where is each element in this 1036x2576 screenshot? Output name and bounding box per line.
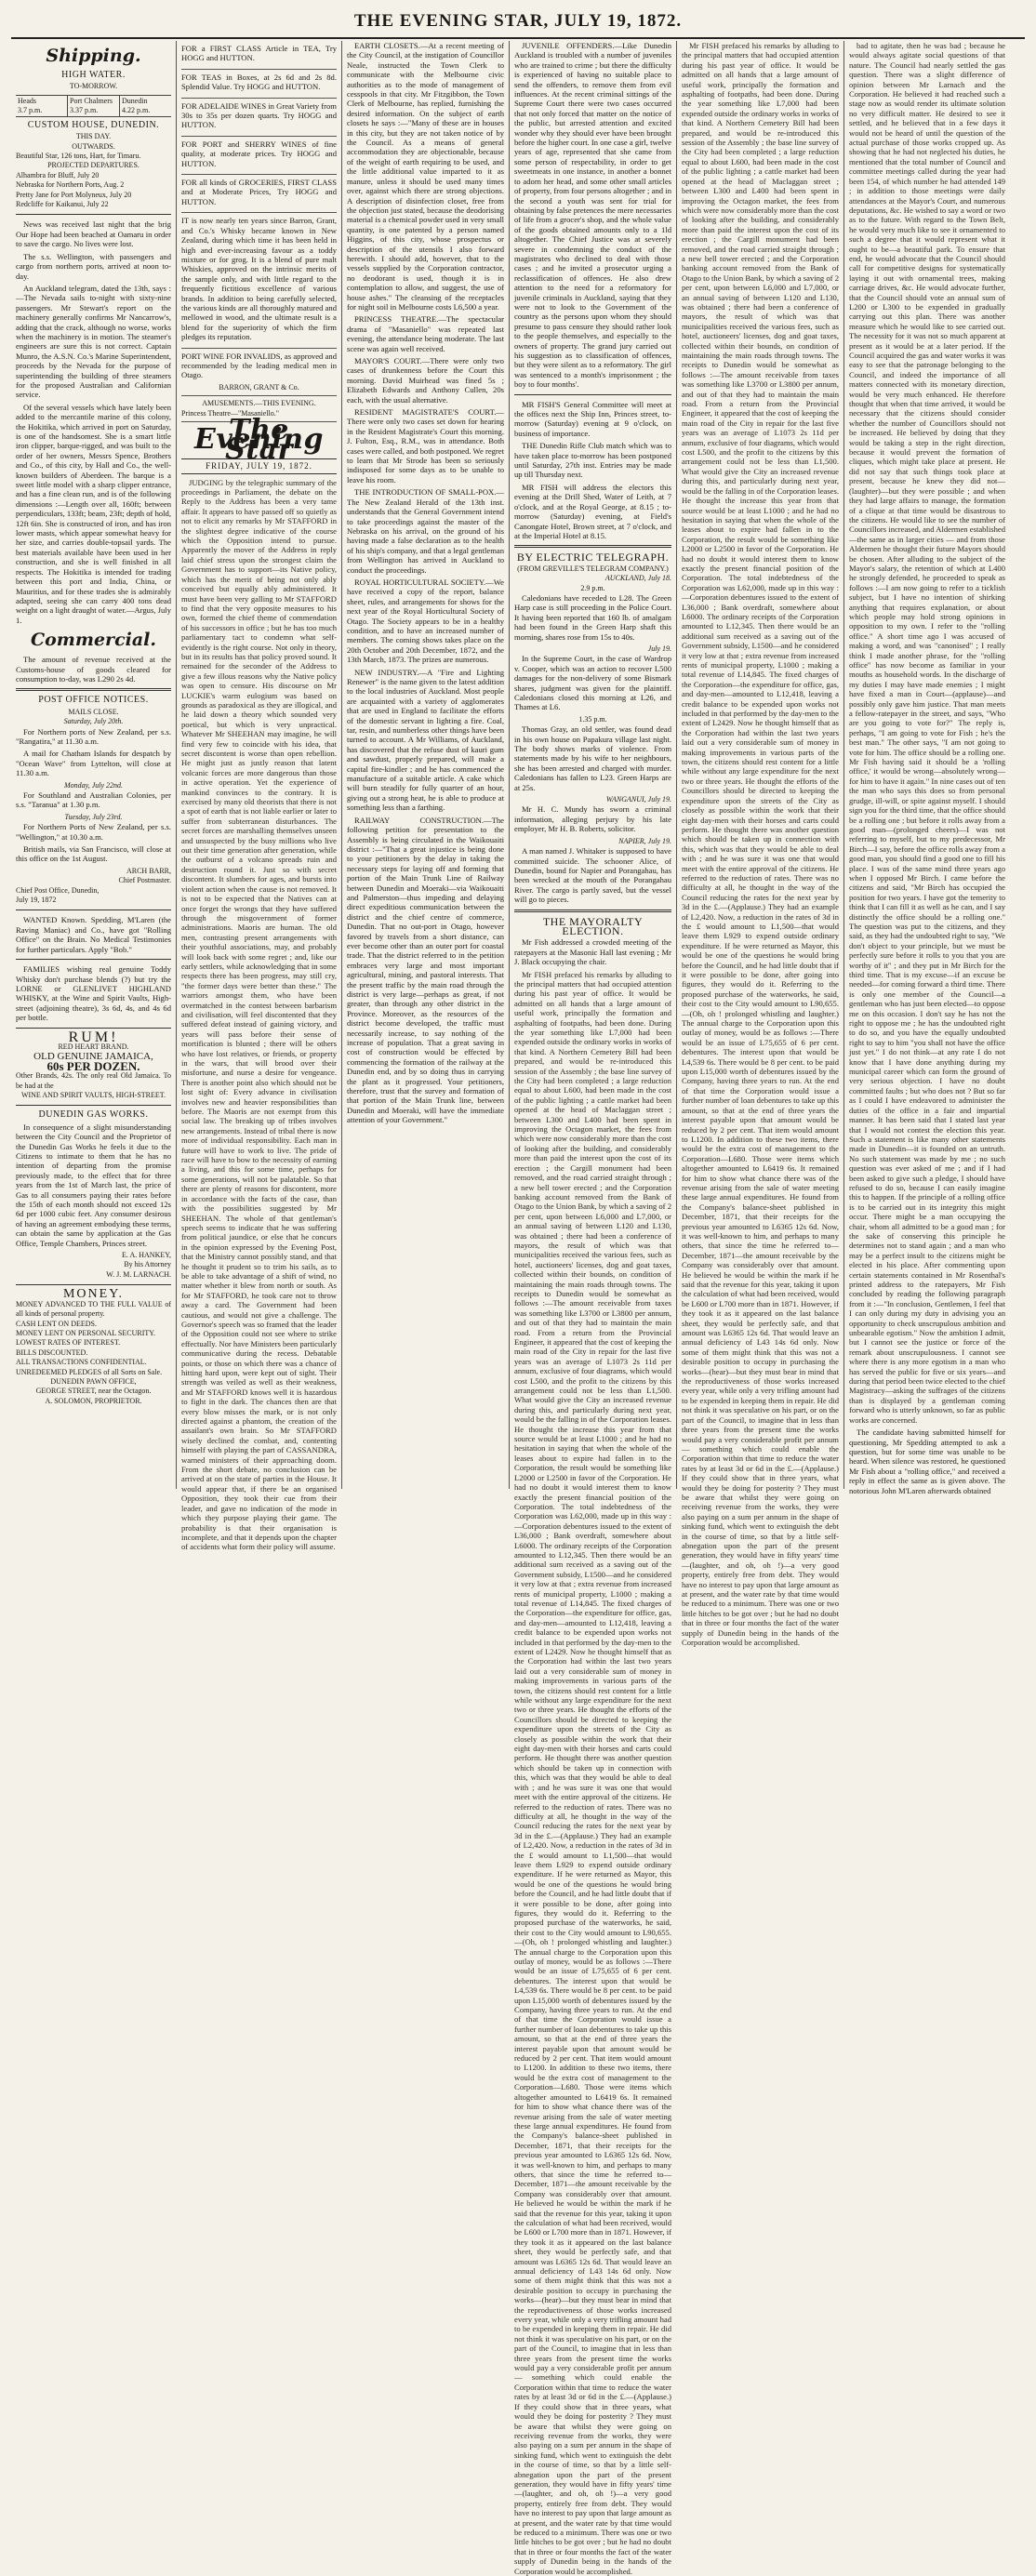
post-office-heading: POST OFFICE NOTICES. — [38, 695, 149, 706]
telegraph-place: July 19. — [647, 644, 671, 653]
tomorrow-label: TO-MORROW. — [69, 82, 118, 91]
telegraph-time: 2.9 p.m. — [580, 583, 605, 592]
customs-heading: CUSTOM HOUSE, DUNEDIN. — [27, 119, 160, 130]
port-sherry-ad: FOR PORT and SHERRY WINES of fine quality, at moderate prices. Try HOGG and HUTTON. — [181, 137, 337, 175]
rum-title: RUM! — [68, 1029, 119, 1045]
gas-attorney: W. J. M. LARNACH. — [106, 1269, 171, 1279]
rum-text: Other Brands, 42s. The only real Old Jamaica. To be had at the — [16, 1071, 171, 1090]
local-item: THE INTRODUCTION OF SMALL-POX.—The New Zealand Herald of the 13th inst. understands that the General Government intend to take proceedings against the master of the Nebraska on his arrival, on the ground of his having made a false declaration as to the health of his ship's company, and that a legal gentleman from Wellington has arrived in Auckland to conduct the proceedings. — [347, 487, 504, 575]
money-heading: MONEY. — [62, 1287, 125, 1302]
high-water-heading: HIGH WATER. — [61, 70, 126, 80]
money-proprietor: A. SOLOMON, PROPRIETOR. — [45, 1396, 142, 1405]
money-line: BILLS DISCOUNTED. — [16, 1348, 88, 1357]
families-ad: FAMILIES wishing real genuine Toddy Whisky don't purchase blends (?) but try the LORNE or GLENLIVET HIGHLAND WHISKY, at the Wine and Spirit Vaults, High-street (adjoining theatre), 3s 6d, 4s, and 4s 6d per bottle. — [16, 964, 171, 1023]
tide-dunedin: Dunedin 4.22 p.m. — [122, 96, 151, 114]
gas-by: By his Attorney — [124, 1260, 171, 1269]
telegraph-text: A man named J. Whitaker is supposed to have committed suicide. The schooner Alice, of Dunedin, bound for Napier and Porangahau, has been wrecked at the mouth of the Porangahau River. The cargo is partly saved, but the vessel will go to pieces. — [514, 846, 671, 905]
post-item: A mail for Chatham Islands for despatch by "Ocean Wave" from Lyttelton, will close at 11.30 a.m. — [16, 749, 171, 778]
nameplate: The Evening Star — [194, 414, 324, 466]
mayoralty-continued: Mr FISH prefaced his remarks by alluding to the principal matters that had occupied attention during his past year of office. It would be admitted on all hands that a large amount of useful work, principally the formation and asphalting of footpaths, had been done. During the year something like L7,000 had been expended outside the ordinary works in works of that kind. A Northern Cemetery Bill had been prepared, and would be re-introduced this session of the Assembly ; the base line survey of the City had been completed ; a large reduction equal to about L600, had been made in the cost of the public lighting ; a cattle market had been opened at the head of Maclaggan street ; between L300 and L400 had been spent in improving the Octagon market, the fees from which were now considerably more than the cost of looking after the building, and considerably more than paid the interest upon the cost of its erection ; the Cargill monument had been removed, and the road carried straight through ; a new bell tower erected ; and the Corporation banking account removed from the Bank of Otago to the Union Bank, by which a saving of 2 per cent, upon between L6,000 and L7,000, or an annual saving of between L120 and L130, was obtained ; there had been a conference of mayors, the result of which was that municipalities received the various fees, such as hotel, auctioneers' licenses, dog and goat taxes, collected within their bounds, on condition of maintaining the main roads through towns. The receipts to Dunedin would be somewhat as follows :—The amount receivable from taxes was something like L3700 or L3800 per annum, and out of that they had to maintain the main road. From a return from the Provincial Engineer, it appeared that the cost of keeping the main road of the City in repair for the last five years was an average of L1073 2s 11d per annum, exclusive of four diagrams, which would cost L500, and the profit to the citizens by this arrangement could not be less than L1,500. What would give the City an increased revenue during this, and particularly during next year, would be the falling in of the Corporation leases. He thought the increase this year from that source would be at least L1000 ; and he had no hesitation in saying that when the whole of the leases about to expire had fallen in to the Corporation, the result would be something like L2000 or L2500 in favor of the Corporation. He had no doubt it would interest them to know exactly the present financial position of the Corporation. The total indebtedness of the Corporation was L62,000, made up in this way :—Corporation debentures issued to the extent of L36,000 ; Bank overdraft, somewhere about L6000. The ordinary receipts of the Corporation amounted to L12,345. Then there would be an additional sum received as a saving out of the Government subsidy, L1500—and he considered it very low at that ; extra revenue from increased rents of municipal property, L1000 ; making a total revenue of L14,845. The fixed charges of the Corporation—the expenditure for office, gas, and day-men—amounted to L12,418, leaving a credit balance to be expended upon works not included in that performed by the day-men to the extent of L2429. Now he thought himself that as the Corporation had within the last two years laid out a very considerable sum of money in making improvements in various parts of the town, the citizens should rest content for a little while without any large expenditure for the next two or three years. He thought the efforts of the Councillors should be directed to keeping the expenditure upon the streets of the City as closely as possible within the work that their eight day-men with their horses and carts could perform. He thought there was another question which should be taken up in connection with this, which was that they would be able to deal with ; and he was sure it was one that would meet with the entire approval of the citizens. He referred to the reduction of rates. There was no difficulty at all, he thought in the way of the Council reducing the rates for the next year by 3d in the £.—(Applause.) They had an example of L2,420. Now, a reduction in the rates of 3d in the £ would amount to L1,500—that would leave them L929 to expend outside ordinary expenditure. If he were returned as Mayor, this would be one of the questions he would bring before the Council, and he had little doubt that if it were possible to be done, after going into figures, they would do it. Referring to the proposed purchase of the waterworks, he said, their cost to the City would amount to L90,655.—(Oh, oh ! prolonged whistling and laughter.) The annual charge to the Corporation upon this outlay of money, would be as follows :—There would be an issue of L75,655 of 6 per cent. debentures. The interest upon that would be L4,539 6s. There would be 8 per cent. to be paid upon L15,000 worth of debentures issued by the Company, having three years to run. At the end of that time the Corporation would issue a further number of loan debentures to take up this amount, so that at the end of three years the interest payable upon that amount would be reduced by 2 per cent. That item would amount to L1200. In addition to these two items, there would be the extra cost of management to the Corporation—L680. Those were items which altogether amounted to L6419 6s. It remained for him to show what chance there was of the revenue arising from the sale of water meeting these large annual expenditures. He found from the Company's balance-sheet published in December, 1871, that their receipts for the previous year amounted to L6365 12s 6d. Now, it was well-known to him, and perhaps to many others, that since the time he referred to—December, 1871—the amount receivable by the Company was considerably over that amount. He believed he would be within the mark if he said that the revenue for this year, taking it upon the calculation of what had been received, would be L600 or L700 more than in 1871. However, if they took it as it appeared on the last balance sheet, they would be perfectly safe, and that amount was L6365 12s 6d. That would leave an annual deficiency of L43 14s 6d only. Now some of them might think that this was not a desirable position to occupy in purchasing the works—(hear)—but they must bear in mind that the reproductiveness of those works increased every year, while only a very trifling amount had to be expended in keeping them in repair. He did not think it was speculative on his part, or on the part of the Council, to imagine that in less than three years from the present time the works would pay a very considerable profit per annum — something which could enable the Corporation within that time to reduce the water rates by at least 3d or 6d in the £.—(Applause.) If they could show that in three years, what would they be doing for posterity ? They must be aware that whilst they were going on receiving revenue from the works, they were also paying on a sum per annum in the shape of sinking fund, which went to extinguish the debt in the course of time, so that by a little self-abnegation upon the part of the present generation, they would have in fifty years' time—(laughter, and oh, oh !)—a very good property, entirely free from debt. They would have no interest to pay upon that large amount as at present, and the water rate by that time would be reduced to a minimum. There was one or two little hitches to be got over ; but he had no doubt that in three or four months the fact of the water supply of Dunedin being in the hands of the Corporation would be accomplished. — [682, 41, 839, 1648]
tide-heads: Heads 3.7 p.m. — [16, 96, 68, 116]
mails-close-label: MAILS CLOSE. — [68, 707, 119, 716]
commercial-text: The amount of revenue received at the Customs-house of goods cleared for consumption to-day, was L290 2s 4d. — [16, 655, 171, 684]
notice: MR FISH'S General Committee will meet at the offices next the Ship Inn, Princes street, to-morrow (Saturday) evening at 9 o'clock, on business of importance. — [514, 399, 671, 438]
projected-label: PROJECTED DEPARTURES. — [47, 161, 139, 170]
column-1 — [11, 41, 177, 1489]
teas-boxes-ad: FOR TEAS in Boxes, at 2s 6d and 2s 8d. Splendid Value. Try HOGG and HUTTON. — [181, 70, 337, 99]
gas-text: In consequence of a slight misunderstanding between the City Council and the Proprietor of the Dunedin Gas Works he feels it due to the Citizens to intimate to them that he has no intention of departing from the promise previously made, to the effect that for three years from the 1st of March last, the price of Gas to all consumers paying their rates before the 15th of each month should not exceed 12s 6d per 1000 cubic feet. Any consumer desirous of having an agreement embodying these terms, can obtain the same by application at the Gas Office, Temple Chambers, Princes street. — [16, 1122, 171, 1248]
outwards-label: OUTWARDS. — [72, 141, 115, 151]
commercial-heading: Commercial. — [30, 630, 157, 651]
rum-vaults: WINE AND SPIRIT VAULTS, HIGH-STREET. — [20, 1090, 166, 1099]
local-item: JUVENILE OFFENDERS.—Like Dunedin Auckland is troubled with a number of juveniles who are trained to crime ; but there the difficulty is experienced of having no suitable place to send the offenders, to remove them from evil influences. At the recent criminal sittings of the Supreme Court there were two cases occurred that not only forced that matter on the notice of the public, but arrested attention and excited wonder why they should ever have been brought before the higher court. In one case a girl, twelve years of age, represented that she came from some person of respectability, in order to get sweetmeats in one instance, in another a bonnet to adorn her head, and some other small articles of property, from four persons altogether ; and in the second a youth was sent for trial for obtaining by false pretences the mere necessaries of life from a grocer's shop, and the whole value of the goods obtained amounts only to a 1ld altogether. The Chief Justice was at severely severe in condemning the conduct of the magistrates who declined to deal with those cases ; and he invited a prosecutor urging a reclassification of offences. He also drew attention to the need for a reformatory for juvenile criminals in Auckland, saying that they were not to look to the Government of the country as the persons upon whom they should presume to pass censure they should rather look to the people themselves, and especially to the owners of property. The grand jury carried out his suggestion as to classification of offences, but they were silent as to a reformatory. The girl was sentenced to a month's imprisonment ; the boy to four months'. — [514, 41, 671, 390]
telegraph-place: WANGANUI, July 19. — [605, 795, 671, 804]
post-item: British mails, via San Francisco, will close at this office on the 1st August. — [16, 844, 171, 864]
rum-jamaica: OLD GENUINE JAMAICA, — [33, 1051, 153, 1063]
shipping-paragraph: Of the several vessels which have lately been added to the mercantile marine of this colony, the Hokitika, which arrived in port on Saturday, is one of the handsomest. She is a smart little iron clipper, barque-rigged, and was built to the order of her owners, Messrs Spence, Brothers and Co., of this city, by Hall and Co., the well-known builders of Aberdeen. The barque is a sweet little model with a sharp clipper entrance, and has a fine clean run, and is of the following dimensions :—Length over all, 160ft; between perpendiculars, 133ft; beam, 23ft; depth of hold, 12ft 6in. She is constructed of iron, and has iron lower masts, which appear somewhat heavy for her size, and carries double-topsail yards. The best materials available have been used in her construction, and she is well finished in all respects. The Hokitika is intended for trading between this port and India, China, or Mauritius, and for these trades she is admirably adapted, seeing she can carry 400 tons dead weight on a light draught of water.—Argus, July 1. — [16, 402, 171, 625]
tide-port-chalmers: Port Chalmers 3.37 p.m. — [68, 96, 120, 116]
money-line: ALL TRANSACTIONS CONFIDENTIAL. — [16, 1358, 147, 1367]
departure-item: Redcliffe for Kaikanui, July 22 — [16, 200, 109, 209]
mayoralty-heading: THE MAYORALTY ELECTION. — [542, 914, 644, 937]
port-wine-firm: BARRON, GRANT & Co. — [219, 382, 299, 392]
money-line: MONEY ADVANCED TO THE FULL VALUE of all kinds of personal property. — [16, 1299, 171, 1319]
shipping-paragraph: News was received last night that the brig Our Hope had been beached at Oamaru in order to save the cargo. No lives were lost. — [16, 219, 171, 249]
column-3 — [342, 41, 510, 1489]
money-line: UNREDEEMED PLEDGES of all Sorts on Sale. — [16, 1367, 163, 1376]
post-item: Tuesday, July 23rd. — [64, 812, 123, 821]
departure-item: Nebraska for Northern Ports, Aug. 2 — [16, 180, 125, 190]
notice: THE Dunedin Rifle Club match which was to have taken place to-morrow has been postponed until Saturday, 27th inst. Entries may be made up till Thursday next. — [514, 441, 671, 480]
telegraph-heading: BY ELECTRIC TELEGRAPH. — [516, 551, 670, 564]
local-item: EARTH CLOSETS.—At a recent meeting of the City Council, at the instigation of Councillor Neale, instructed the Town Clerk to communicate with the Melbourne civic authorities as to the mode of management of cesspools in that city. Mr Fitzgibbon, the Town Clerk of Melbourne, has replied, furnishing the desired information. On the subject of earth closets he says :—"Many of these are in houses in this city, but they are not taken notice of by the Council. As a means of general accommodation they are objectionable, because of the weight of earth requiring to be used, and the little additional value imparted to it as manure, unless it should be used many times over, against which there are strong objections. A description of disinfection closet, free from the objection just stated, because the deodorising material is a chemical powder used in very small quantity, is one patented by a person named Higgins, of this city, whose prospectus or description of the utensils I also forward herewith. I should add, however, that to the vessels supplied by the Corporation contractor, no deodorant is used, though it is in contemplation to allow, and suggest, the use of house ashes." The cleansing of the receptacles for night soil in Melbourne costs L6,500 a year. — [347, 41, 504, 312]
telegraph-source: (FROM GREVILLE'S TELEGRAM COMPANY.) — [517, 564, 669, 573]
post-office-date: July 19, 1872 — [16, 896, 57, 905]
shipping-paragraph: The s.s. Wellington, with passengers and cargo from northern ports, arrived at noon to-day. — [16, 251, 171, 281]
adelaide-wines-ad: FOR ADELAIDE WINES in Great Variety from 30s to 35s per dozen quarts. Try HOGG and HUTTON. — [181, 99, 337, 137]
local-item: NEW INDUSTRY.—A "Fire and Lighting Renewer" is the name given to the latest addition to the local industries of Auckland. Most people are acquainted with a variety of agglomerates that are used in England to facilitate the efforts of the domestic servant in lighting a fire. Coal, tar, resin, and numberless other things have been turned to account. A Mr Williams, of Auckland, has discovered that the refuse dust of kauri gum and sawdust, properly prepared, will make a capital fire-kindler ; and he has commenced the manufacture of a suitable article. A cake which will burn steadily for fully quarter of an hour, giving out a strong heat, he is able to produce at something less than a farthing. — [347, 667, 504, 813]
money-line: MONEY LENT ON PERSONAL SECURITY. — [16, 1328, 156, 1337]
column-6 — [844, 41, 1010, 1495]
column-2 — [177, 41, 342, 1552]
telegraph-text: In the Supreme Court, in the case of Wardrop v. Cooper, which was an action to recover L500 damages for the non-delivery of some Bismark shares, judgment was given for the plaintiff. Caledonians closed this morning at L26, and Thames at L6. — [514, 654, 671, 712]
telegraph-place: AUCKLAND, July 18. — [604, 574, 671, 583]
rum-price: 60s PER DOZEN. — [46, 1058, 140, 1073]
rum-sub: RED HEART BRAND. — [58, 1042, 129, 1051]
outwards-text: Beautiful Star, 126 tons, Hart, for Timaru. — [16, 152, 141, 161]
masthead: THE EVENING STAR, JULY 19, 1872. — [11, 9, 1025, 39]
this-day-label: THIS DAY. — [75, 132, 112, 141]
post-item: For Northern ports of New Zealand, per s.s. "Rangatira," at 11.30 a.m. — [16, 726, 171, 746]
editorial: JUDGING by the telegraphic summary of the proceedings in Parliament, the debate on the Reply to the Address has been a very tame affair. It appears to have passed off so quietly as not to elicit any remarks by Mr STAFFORD in the slightest degree indicative of the course which the Opposition intend to pursue. Apparently the mover of the Address in reply laid chief stress upon the strongest claim the Government has to support—its Native policy, which has the merit of being not only ably conceived but equally ably administered. It must have been very galling to Mr STAFFORD to find that the very opposite measures to his own, formed the chief theme of commendation of his successors in office ; but he has too much parliamentary tact to condemn what self-evidently is the right course. Not only in theory, but in its results has that policy proved sound. It remained for the seconder of the Address to give a few illous reasons why the Native policy was open to censure. His discourse on Mr LUCKIE's warm eulogium was based on grounds as paradoxical as they are illogical, and he laid down a theory which sounded very poetical, but which is very unpractical. Whatever Mr SHEEHAN may imagine, he will find very few to coincide with his idea, that secret discontent is worse than open rebellion. He might just as justly reason that latent volcanic forces are more dangerous than those in active operation. Yet the experience of mankind convinces to the contrary. It is exercised by many old theorists that there is not a spot of earth that is not liable earlier or later to suffer from subterranean disturbances. The secret forces are marshalling themselves unseen and unsuspected by the busy millions who live out their time generation after generation, while the outburst of a volcano spreads ruin and destruction round it. Just so with secret discontent. It slumbers for ages, and bursts into violent action when the cause is not removed. It is not to be expected that the Natives can at once forget the wrongs that they have suffered through the misgovernment of former administrations. Maoris are human. The old men, contrasting present arrangements with their youthful associations, may, and probably will look back with some regret ; and, like our early settlers, while acknowledging that in some respects there has been progress, may still cry, "the former days were better than these." The warriors amongst them, who have been overmatched in the contest between barbarism and civilisation, will feel discontented that they suffered defeat instead of gaining victory, and years will pass before their sense of mortification is blunted ; there will be others who have lost relatives, or friends, or property in the wars, that will brood over their misfortune, and nurse a desire for vengeance. There is another point also which should not be lost sight of: Every advance in civilisation involves new and heavier responsibilities than before. The Maoris are not exempt from this social law. The breaking up of tribes involves new arrangements. Instead of tribal there is now more of individual responsibility. Each man in future will have to work to live. The pride of race will have to bow to the necessity of earning a living, and this for some time, perhaps for some generations, will not be palatable. So that there are plenty of reasons for discontent, more in accordance with the facts of the case, than with the possibilities suggested by Mr SHEEHAN. The whole of that gentleman's speech seems to indicate that he was suffering from political jaundice, or else that he concurs in the opinion expressed by the Evening Post, that the Ministry cannot possibly stand, and that he thought it prudent so to trim his sails, as to be able to take advantage of a shift of wind, no matter whether it blew from north or south. As for Mr STAFFORD, he took care not to throw away a card. The Government had been cautious, and would not give a challenge. The Governor's speech was so framed that the leader of the Opposition could not see where to strike effectually. Nor have Ministers been particularly communicative during the recess. Debatable points, or those on which there was a chance of hitting hard upon, were kept out of sight. Their strength was veiled as well as their weakness, and Mr STAFFORD knows well it is hazardous to fight in the dark. The chances then are that every blow misses the mark, or is not only directed against a phantom, the creation of the assailant's own brain. So Mr STAFFORD wisely declined the combat, and, contenting himself with playing the part of CASSANDRA, warned ministers of their approaching doom. From the short debate, no conclusion can be arrived at on the state of parties in the House. It would appear that, if there be an organised Opposition, they took their cue from their leader, and gave no indication of the mode in which they purpose playing their game. The probability is that their organisation is incomplete, and that it depends upon the chapter of accidents what form their policy will assume. — [181, 477, 337, 1552]
amusements-heading: AMUSEMENTS.—THIS EVENING. — [202, 399, 316, 408]
wanted-ad: WANTED Known. Spedding, M'Laren (the Raving Maniac) and Co., have got "Rolling Office" on the Brain. No Medical Testimonies for further particulars. Apply "Bob." — [16, 915, 171, 954]
money-office: DUNEDIN PAWN OFFICE, — [50, 1376, 137, 1386]
column-5 — [677, 41, 844, 1648]
post-item: For Southland and Australian Colonies, per s.s. "Taranua" at 1.30 p.m. — [16, 790, 171, 810]
telegraph-text: Thomas Gray, an old settler, was found dead in his own house on Papakura village last night. The body shows marks of violence. From statements made by his wife to her neighbours, she has been arrested and charged with murder. Caledonians has fallen to L23. Green Harps are at 25s. — [514, 724, 671, 792]
money-line: LOWEST RATES OF INTEREST. — [16, 1338, 121, 1348]
shipping-paragraph: An Auckland telegram, dated the 13th, says :—The Nevada sails to-night with sixty-nine passengers. Mr Stewart's report on the machinery generally confirms Mr Nancarrow's, adding that the crack, although no worse, works when the machinery is in motion. The steamer's engineers are sure this is not correct. Captain Munro, the A.S.N. Co.'s Marine Superintendent, proceeds by the Nevada for the purpose of superintending the building of three steamers for the proposed Australian and Californian service. — [16, 283, 171, 400]
tea-ad: FOR a FIRST CLASS Article in TEA, Try HOGG and HUTTON. — [181, 41, 337, 70]
column-4 — [510, 41, 677, 2576]
whisky-ad: IT is now nearly ten years since Barron, Grant, and Co.'s Whisky became known in New Zealand, during which time it has been held in high and ever-increasing favour as a toddy mixture or for grog. It is a blend of pure malt Whiskies, approved on the intrinsic merits of the sample only, and with little regard to the frequently fictitious excellence of various brands. In addition to being carefully selected, the various kinds are all thoroughly matured and mellowed in wood, and the ultimate result is a blend for the superiority of which the firm pledges its reputation. — [181, 213, 337, 348]
local-item: RESIDENT MAGISTRATE'S COURT.—There were only two cases set down for hearing in the Resident Magistrate's Court this morning. J. Fulton, Esq., R.M., was in attendance. Both cases were called, and both postponed. We regret to learn that Mr Strode has been so seriously indisposed for some days as to be unable to leave his room. — [347, 407, 504, 485]
shipping-heading: Shipping. — [46, 46, 141, 66]
telegraph-place: NAPIER, July 19. — [618, 836, 671, 845]
money-address: GEORGE STREET, near the Octagon. — [35, 1387, 152, 1396]
mayoralty-closing: The candidate having submitted himself for questioning, Mr Spedding attempted to ask a question, but for some time was unable to be heard. When silence was restored, he questioned Mr Fish about a "rolling office," and received a reply in effect the same as is given above. The notorious John M'Laren afterwards obtained — [849, 1427, 1005, 1495]
gas-heading: DUNEDIN GAS WORKS. — [38, 1109, 149, 1121]
post-item: Monday, July 22nd. — [63, 780, 124, 790]
telegraph-time: 1.35 p.m. — [578, 714, 607, 724]
mayoralty-paragraph: Mr Fish addressed a crowded meeting of the ratepayers at the Masonic Hall last evening ; Mr J. Black occupying the chair. — [514, 937, 671, 967]
telegraph-text: Caledonians have receded to L28. The Green Harp case is still proceeding in the Police Court. It having been reported that 160 lb. of amalgam had been found in the Green Harp shaft this morning, shares rose from 15s to 40s. — [514, 592, 671, 642]
notice: MR FISH will address the electors this evening at the Drill Shed, Water of Leith, at 7 o'clock, and at the Royal George, at 8.15 ; to-morrow (Saturday) evening, at Field's Canongate Hotel, Brown street, at 7 o'clock, and at the Imperial Hotel at 8.15. — [514, 482, 671, 540]
columns — [11, 41, 1025, 2576]
local-item: ROYAL HORTICULTURAL SOCIETY.—We have received a copy of the report, balance sheet, rules, and arrangements for shows for the next year of the Royal Horticultural Society of Otago. The Society appears to be in a healthy condition, and to have an increased number of members. The coming shows takes place on the 20th October and 20th December, 1872, and the 13th March, 1873. The prizes are numerous. — [347, 577, 504, 665]
tide-table — [16, 95, 171, 117]
post-item: For Northern Ports of New Zealand, per s.s. "Wellington," at 10.30 a.m. — [16, 822, 171, 842]
local-item: PRINCESS THEATRE.—The spectacular drama of "Masaniello" was repeated last evening, the attendance being moderate. The last scene was again well received. — [347, 314, 505, 353]
local-item: RAILWAY CONSTRUCTION.—The following petition for presentation to the Assembly is being circulated in the Waikouaiti district :—"That a great injustice is being done to your petitioners by the delay in taking the necessary steps for laying off and forming that portion of the Main Trunk Line of Railway between Dunedin and Moeraki—via Waikouaiti and Palmerston—thus impeding and delaying direct expeditious communication between the district and the chief centre of commerce, Dunedin. That no out-port in Otago, however favored by travels from a short distance, can ever become other than an outer port for coastal trade. That the district referred to in the petition embraces very large and most important agricultural, mining, and pastoral interests. That the present traffic by the main road through the district is very large—perhaps as great, if not greater, than through any other district in the Province. Moreover, as the resources of the district become developed, the traffic must necessarily increase, to say nothing of the increase of population. That a great saving in cost of construction would be effected by commencing the formation of the railway at the Dunedin end, and by so doing thus in carrying the plant as it progressed. Your petitioners, therefore, trust that the survey and formation of that portion of the Main Trunk line, between Dunedin and Moeraki, will have the immediate attention of your Government." — [347, 815, 504, 1125]
post-item: Saturday, July 20th. — [63, 717, 124, 726]
dateline: FRIDAY, JULY 19, 1872. — [181, 458, 337, 473]
port-wine-ad: PORT WINE FOR INVALIDS, as approved and recommended by the leading medical men in Otago. BARRON, GRANT & Co. — [181, 349, 337, 397]
departure-item: Pretty Jane for Port Molyneux, July 20 — [16, 190, 132, 199]
telegraph-text: Mr H. C. Mundy has sworn a criminal information, alleging perjury by his late employer, Mr H. B. Roberts, solicitor. — [514, 804, 671, 834]
groceries-ad: FOR all kinds of GROCERIES, FIRST CLASS and at Moderate Prices, Try HOGG and HUTTON. — [181, 175, 337, 213]
local-item: MAYOR'S COURT.—There were only two cases of drunkenness before the Court this morning. David Muirhead was fined 5s ; Elizabeth Edwards and Anthony Cullen, 20s each, with the usual alternative. — [347, 356, 504, 405]
departure-item: Alhambra for Bluff, July 20 — [16, 170, 100, 179]
money-line: CASH LENT ON DEEDS. — [16, 1319, 97, 1328]
post-signer-title: Chief Postmaster. — [118, 876, 171, 885]
post-signer: ARCH BARR, — [126, 866, 171, 875]
post-office-place: Chief Post Office, Dunedin, — [16, 885, 100, 895]
mayoralty-paragraph: Mr FISH prefaced his remarks by alluding to the principal matters that had occupied attention during his past year of office. It would be admitted on all hands that a large amount of useful work, principally the formation and asphalting of footpaths, had been done. During the year something like L7,000 had been expended outside the ordinary works in works of that kind. A Northern Cemetery Bill had been prepared, and would be re-introduced this session of the Assembly ; the base line survey of the City had been completed ; a large reduction equal to about L600, had been made in the cost of the public lighting ; a cattle market had been opened at the head of Maclaggan street ; between L300 and L400 had been spent in improving the Octagon market, the fees from which were now considerably more than the cost of looking after the building, and considerably more than paid the interest upon the cost of its erection ; the Cargill monument had been removed, and the road carried straight through ; a new bell tower erected ; and the Corporation banking account removed from the Bank of Otago to the Union Bank, by which a saving of 2 per cent, upon between L6,000 and L7,000, or an annual saving of between L120 and L130, was obtained ; there had been a conference of mayors, the result of which was that municipalities received the various fees, such as hotel, auctioneers' licenses, dog and goat taxes, collected within their bounds, on condition of maintaining the main roads through towns. The receipts to Dunedin would be somewhat as follows :—The amount receivable from taxes was something like L3700 or L3800 per annum, and out of that they had to maintain the main road. From a return from the Provincial Engineer, it appeared that the cost of keeping the main road of the City in repair for the last five years was an average of L1073 2s 11d per annum, exclusive of four diagrams, which would cost L500, and the profit to the citizens by this arrangement could not be less than L1,500. What would give the City an increased revenue during this, and particularly during next year, would be the falling in of the Corporation leases. He thought the increase this year from that source would be at least L1000 ; and he had no hesitation in saying that when the whole of the leases about to expire had fallen in to the Corporation, the result would be something like L2000 or L2500 in favor of the Corporation. He had no doubt it would interest them to know exactly the present financial position of the Corporation. The total indebtedness of the Corporation was L62,000, made up in this way :—Corporation debentures issued to the extent of L36,000 ; Bank overdraft, somewhere about L6000. The ordinary receipts of the Corporation amounted to L12,345. Then there would be an additional sum received as a saving out of the Government subsidy, L1500—and he considered it very low at that ; extra revenue from increased rents of municipal property, L1000 ; making a total revenue of L14,845. The fixed charges of the Corporation—the expenditure for office, gas, and day-men—amounted to L12,418, leaving a credit balance to be expended upon works not included in that performed by the day-men to the extent of L2429. Now he thought himself that as the Corporation had within the last two years laid out a very considerable sum of money in making improvements in various parts of the town, the citizens should rest content for a little while without any large expenditure for the next two or three years. He thought the efforts of the Councillors should be directed to keeping the expenditure upon the streets of the City as closely as possible within the work that their eight day-men with their horses and carts could perform. He thought there was another question which should be taken up in connection with this, which was that they would be able to deal with ; and he was sure it was one that would meet with the entire approval of the citizens. He referred to the reduction of rates. There was no difficulty at all, he thought in the way of the Council reducing the rates for the next year by 3d in the £.—(Applause.) They had an example of L2,420. Now, a reduction in the rates of 3d in the £ would amount to L1,500—that would leave them L929 to expend outside ordinary expenditure. If he were returned as Mayor, this would be one of the questions he would bring before the Council, and he had little doubt that if it were possible to be done, after going into figures, they would do it. Referring to the proposed purchase of the waterworks, he said, their cost to the City would amount to L90,655.—(Oh, oh ! prolonged whistling and laughter.) The annual charge to the Corporation upon this outlay of money, would be as follows :—There would be an issue of L75,655 of 6 per cent. debentures. The interest upon that would be L4,539 6s. There would be 8 per cent. to be paid upon L15,000 worth of debentures issued by the Company, having three years to run. At the end of that time the Corporation would issue a further number of loan debentures to take up this amount, so that at the end of three years the interest payable upon that amount would be reduced by 2 per cent. That item would amount to L1200. In addition to these two items, there would be the extra cost of management to the Corporation—L680. Those were items which altogether amounted to L6419 6s. It remained for him to show what chance there was of the revenue arising from the sale of water meeting these large annual expenditures. He found from the Company's balance-sheet published in December, 1871, that their receipts for the previous year amounted to L6365 12s 6d. Now, it was well-known to him, and perhaps to many others, that since the time he referred to—December, 1871—the amount receivable by the Company was considerably over that amount. He believed he would be within the mark if he said that the revenue for this year, taking it upon the calculation of what had been received, would be L600 or L700 more than in 1871. However, if they took it as it appeared on the last balance sheet, they would be perfectly safe, and that amount was L6365 12s 6d. That would leave an annual deficiency of L43 14s 6d only. Now some of them might think that this was not a desirable position to occupy in purchasing the works—(hear)—but they must bear in mind that the reproductiveness of those works increased every year, while only a very trifling amount had to be expended in keeping them in repair. He did not think it was speculative on his part, or on the part of the Council, to imagine that in less than three years from the present time the works would pay a very considerable profit per annum — something which could enable the Corporation within that time to reduce the water rates by at least 3d or 6d in the £.—(Applause.) If they could show that in three years, what would they be doing for posterity ? They must be aware that whilst they were going on receiving revenue from the works, they were also paying on a sum per annum in the shape of sinking fund, which went to extinguish the debt in the course of time, so that by a little self-abnegation upon the part of the present generation, they would have in fifty years' time—(laughter, and oh, oh !)—a very good property, entirely free from debt. They would have no interest to pay upon that large amount as at present, and the water rate by that time would be reduced to a minimum. There was one or two little hitches to be got over ; but he had no doubt that in three or four months the fact of the water supply of Dunedin being in the hands of the Corporation would be accomplished. — [514, 969, 671, 2576]
mayoralty-speech: bad to agitate, then he was bad ; because he would always agitate social questions of that nature. The Council had nearly settled the gas question. There was a slight difference of opinion between Mr Larnach and the Corporation. He believed it had reached such a stage now as would render its ultimate solution no very difficult matter. He desired to see it settled, and he believed that in a few days it would not be heard of until the question of the actual purchase of those works cropped up. As showing that he had not neglected his duties, he mentioned that the total number of Council and committee meetings called during the year had been 154, of which number he had attended 149 ; in addition to those meetings were daily attendances at the Mayor's Court, and numerous deputations, &c. He wished to say a word or two as to the future. With regard to the Town Belt, he would very much like to see it ornamented to such a degree that it would represent what it ought to be—a beautiful park. To ensure that end, he would advocate that the Council should call for competitive designs for systematically laying it out with ornamental trees, making carriage drives, &c. He would advocate further, that the Council should vote an annual sum of L200 or L300 to be expended in gradually carrying out this plan. There was another measure which he would like to see carried out. The necessity for it was not so much apparent at present as it would be at a later period. If the Council acquired the gas and water works it was easy to see that the patronage belonging to the Council, and indeed the importance of all matters connected with its monetary direction, would be very much enhanced. He therefore thought that when that time arrived, it would be necessary that the citizens should consider whether the number of Councillors should not be increased. He believed by doing that they would be taking a step in the right direction, because it would prevent the formation of cliques, which might take place at present. He did not say that such things took place at present, because he knew they did not—(laughter)—but they were possible ; and when they had large affairs to manage, the formation of a clique at that time would be disastrous to the citizens. He would like to see the number of Councillors increased, and Aldermen established—the same as in larger cities — and from those Aldermen he thought their future Mayors should be chosen. After alluding to the subject of the Mayor's salary, the retention of which at L400 he strongly defended, he proceeded to speak as follows :—I am now going to refer to a ticklish subject, but I have no intention of shirking anything that requires explanation, or about which people may hold strong opinions in opposition to my own. I refer to the "rolling office." A short time ago I was accused of making a word, and was "canonised" ; I really think I made another phrase, for the "rolling office" has now become as familiar in your mouths as household words. In the discharge of my duties I may have made enemies ; I might have fixed a man in Court—(applause)—and possibly only gave him justice. That man meets a fellow-ratepayer in the street, and says, "Who are you going to vote for?" The reply is, perhaps, "I am going to vote for Fish ; he's the best man." The other says, "I am not going to vote for him. The office should be a rolling one. Mr Fish having said it should be a 'rolling office,' it would be wrong—absolutely wrong—for him to have it again." In nine cases out of ten the man who says this does so from personal grudge, ill-will, or spite against myself. I should sign you for the third time, that the office should be a rolling one ; but before it rolls away from a good man—(prolonged cheers)—I was not referring to myself, but to my predecessor, Mr Birch—I say, before the office rolls away from a good man, you should find a good one to fill his place. I was of the same mind three years ago when I opposed Mr Birch. I came before the citizens and said, "Mr Birch has occupied the position for two years. I have got the temerity to think that I can fill it as well as he can, and I say distinctly the office should be a rolling one." The question was put to the citizens, and they said, as they had the undoubted right to say, "We don't object to your principle, but we must be perfectly sure before it rolls to you that you are worthy of it" ; and they put in Mr Birch for the third time. That is my excuse—if an excuse be needed—for coming forward a third time. There is only one member of the Council—a gentleman who has just been elected—to oppose me on this occasion. I don't say he has not the right to oppose me ; he has the undoubted right to do so, and you have the equally undoubted right to say to him "you shall not have the office just yet." I do not think—at any rate I do not know that I have done anything during my municipal career which can form the ground of very serious objection. I have no doubt committed faults ; but who does not ? But so far as I could I have endeavored to administer the duties of the office in a fair and impartial manner. It has been said that I stated last year that I would not contest the election this year. Such a statement is like many other statements made in Dunedin—it is founded on an untruth. No such statement was made by me ; no such question was ever asked of me ; and if I had been asked to give such a pledge, I should have refused to do so, because I can easily imagine this to happen. If the principle of a rolling office is to be carried out in its integrity this might occur. There might be a man occupying the chair, whom all admitted to be a good man ; for the sake of conserving this principle he determines not to stand again ; and a man who may be a perfect insult to the citizens might be elected in his place. After commenting upon certain statements contained in Mr Rosenthal's printed address to the ratepayers, Mr Fish concluded by reading the following paragraph from it :—"In conclusion, Gentlemen, I feel that I can only during my duty in advising you an opportunity to check unscrupulous ambition and unbearable egotism." Now the ambition I admit, but I cannot see the justice or force of the remark about unscrupulousness. I cannot see where there is any more egotism in a man who has served the public for five or six years—and during that period been twice elected to the chief Magistracy—asking the suffrages of the citizens than is displayed by a gentleman coming forward who is utterly unknown, so far as public works are concerned. — [849, 41, 1005, 1425]
amusements-text: Princess Theatre—"Masaniello." — [181, 408, 280, 418]
gas-signer: E. A. HANKEY, — [122, 1251, 171, 1260]
